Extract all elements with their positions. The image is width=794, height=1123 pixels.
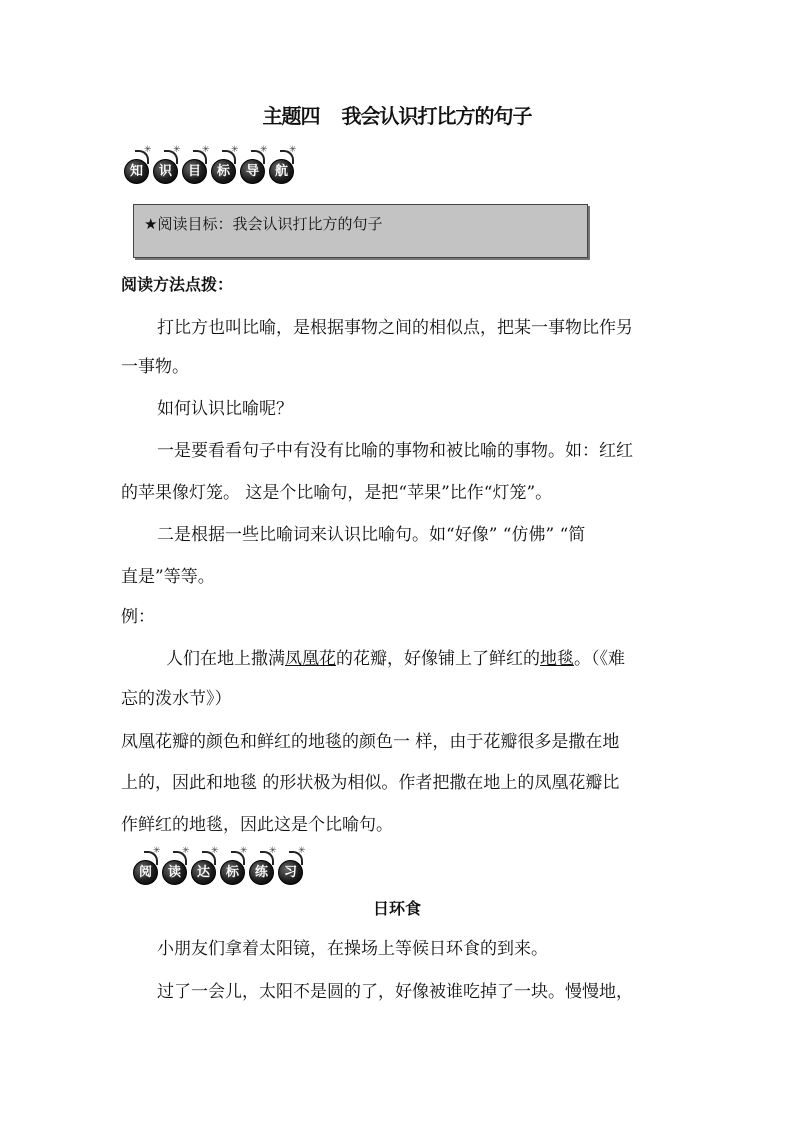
title-topic: 主题四 bbox=[262, 104, 320, 128]
story-title: 日环食 bbox=[372, 899, 421, 918]
bomb-icon: ✳ 读 bbox=[162, 851, 189, 885]
bomb-icon: ✳ 航 bbox=[269, 150, 296, 184]
example-label: 例： bbox=[121, 607, 155, 627]
story-line: 小朋友们拿着太阳镜，在操场上等候日环食的到来。 bbox=[157, 939, 548, 959]
bomb-icon: ✳ 阅 bbox=[133, 851, 160, 885]
example-source: 忘的泼水节》） bbox=[121, 689, 232, 709]
paragraph-line: 如何认识比喻呢？ bbox=[157, 399, 293, 419]
bomb-icon: ✳ 导 bbox=[240, 150, 267, 184]
paragraph-line: 一事物。 bbox=[121, 357, 189, 377]
bomb-icon: ✳ 知 bbox=[124, 150, 151, 184]
story-line: 过了一会儿，太阳不是圆的了，好像被谁吃掉了一块。慢慢地， bbox=[157, 982, 633, 1002]
bomb-icon: ✳ 达 bbox=[191, 851, 218, 885]
method-heading: 阅读方法点拨： bbox=[121, 275, 234, 294]
explanation-line: 作鲜红的地毯，因此这是个比喻句。 bbox=[121, 815, 393, 835]
explanation-line: 凤凰花瓣的颜色和鲜红的地毯的颜色一 样，由于花瓣很多是撒在地 bbox=[121, 732, 620, 752]
paragraph-line: 打比方也叫比喻，是根据事物之间的相似点，把某一事物比作另 bbox=[157, 318, 633, 338]
reading-goal-box bbox=[133, 204, 588, 258]
title-subject: 我会认识打比方的句子 bbox=[341, 104, 532, 128]
practice-badge bbox=[133, 846, 306, 885]
bomb-icon: ✳ 标 bbox=[220, 851, 247, 885]
paragraph-line: 直是”等等。 bbox=[121, 567, 215, 587]
bomb-icon: ✳ 习 bbox=[278, 851, 305, 885]
example-sentence: 人们在地上撒满凤凰花的花瓣，好像铺上了鲜红的地毯。（《难 bbox=[166, 649, 625, 669]
underlined-phrase: 凤凰花 bbox=[285, 649, 336, 669]
paragraph-line: 的苹果像灯笼。 这是个比喻句，是把“苹果”比作“灯笼”。 bbox=[121, 483, 553, 503]
reading-goal-text: ★阅读目标：我会认识打比方的句子 bbox=[144, 215, 383, 233]
bomb-icon: ✳ 标 bbox=[211, 150, 238, 184]
bomb-icon: ✳ 练 bbox=[249, 851, 276, 885]
bomb-icon: ✳ 识 bbox=[153, 150, 180, 184]
explanation-line: 上的，因此和地毯 的形状极为相似。作者把撒在地上的凤凰花瓣比 bbox=[121, 773, 620, 793]
paragraph-line: 一是要看看句子中有没有比喻的事物和被比喻的事物。如：红红 bbox=[157, 441, 633, 461]
page-title bbox=[0, 100, 794, 129]
bomb-icon: ✳ 目 bbox=[182, 150, 209, 184]
underlined-phrase: 地毯 bbox=[540, 649, 574, 669]
paragraph-line: 二是根据一些比喻词来认识比喻句。如“好像” “仿佛” “简 bbox=[157, 525, 586, 545]
knowledge-badge bbox=[124, 145, 297, 184]
